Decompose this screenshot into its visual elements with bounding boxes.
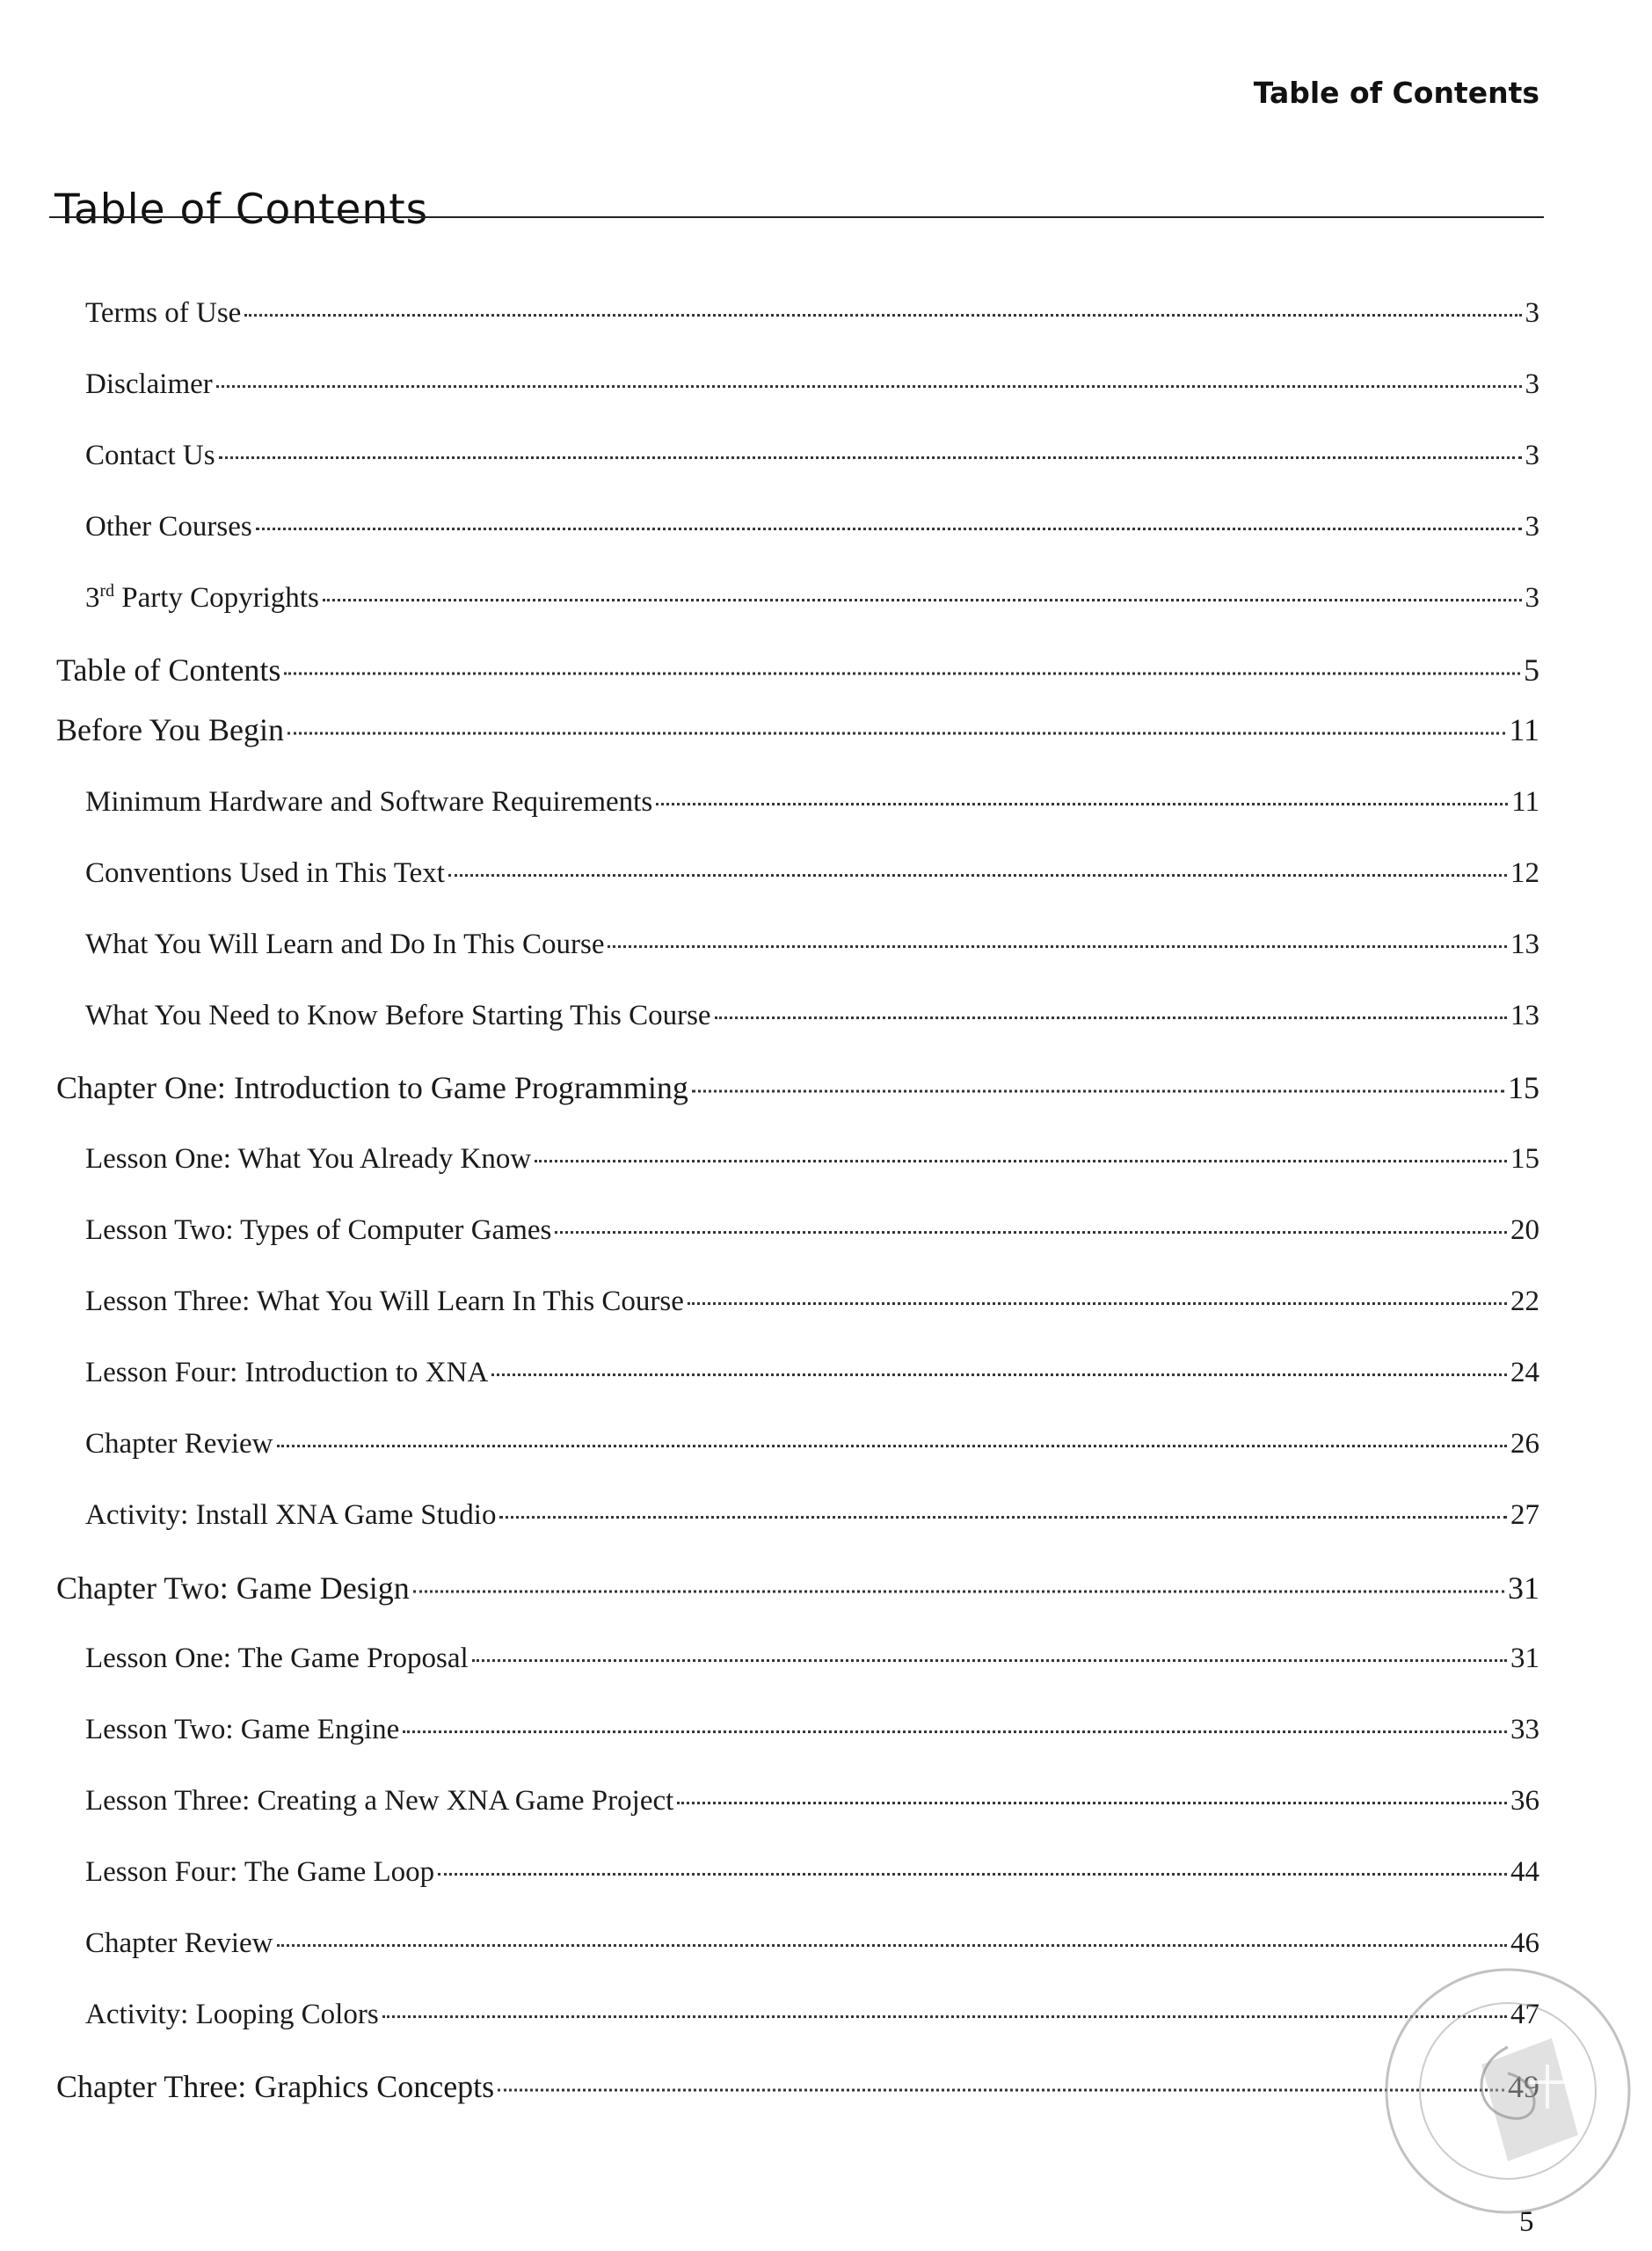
toc-entry-label: 3rd Party Copyrights: [85, 581, 319, 614]
toc-entry: [56, 706, 1539, 748]
toc-entry: [85, 993, 1539, 1032]
dot-leader: [382, 1986, 1507, 2018]
toc-entry: [85, 1492, 1539, 1532]
dot-leader: [448, 845, 1507, 877]
toc-entry-label: Lesson One: The Game Proposal: [85, 1643, 469, 1674]
dot-leader: [491, 1344, 1507, 1376]
toc-entry-label: Chapter One: Introduction to Game Programming: [56, 1070, 688, 1105]
toc-entry: [85, 1278, 1539, 1318]
toc-entry-page: 24: [1510, 1357, 1539, 1388]
dot-leader: [688, 1273, 1507, 1305]
toc-entry-label: Lesson Four: The Game Loop: [85, 1856, 435, 1888]
toc-entry: [85, 433, 1539, 472]
toc-entry: [85, 1421, 1539, 1461]
dot-leader: [219, 427, 1522, 459]
toc-entry-label: Lesson Three: What You Will Learn In This Course: [85, 1286, 684, 1317]
dot-leader: [498, 2058, 1504, 2092]
toc-entry: [56, 646, 1539, 688]
toc-entry-label: Lesson Two: Types of Computer Games: [85, 1214, 552, 1246]
toc-entry-label: Lesson Four: Introduction to XNA: [85, 1357, 489, 1388]
toc-entry: [85, 1992, 1539, 2031]
toc-entry-page: 5: [1524, 652, 1539, 688]
toc-entry-label: Other Courses: [85, 511, 252, 543]
dot-leader: [677, 1773, 1507, 1804]
running-header: Table of Contents: [1253, 76, 1539, 110]
dot-leader: [216, 356, 1522, 388]
toc-entry: [85, 575, 1539, 615]
toc-entry: [85, 1778, 1539, 1818]
bookstore-watermark-stamp: [1376, 1959, 1640, 2223]
toc-entry-page: 11: [1511, 786, 1539, 818]
dot-leader: [438, 1844, 1507, 1876]
toc-entry: [85, 850, 1539, 890]
toc-entry-page: 26: [1510, 1428, 1539, 1460]
toc-entry-page: 36: [1510, 1785, 1539, 1817]
toc-entry: [56, 2063, 1539, 2105]
toc-entry-label: Minimum Hardware and Software Requirements: [85, 786, 653, 818]
toc-entry-label: Activity: Install XNA Game Studio: [85, 1499, 497, 1531]
dot-leader: [277, 1416, 1507, 1447]
toc-entry-page: 46: [1510, 1927, 1539, 1959]
toc-entry-label: Chapter Review: [85, 1927, 273, 1959]
toc-entry-label: Disclaimer: [85, 368, 213, 400]
toc-entry: [85, 290, 1539, 330]
toc-entry-label: Terms of Use: [85, 297, 242, 329]
toc-entry-page: 44: [1510, 1856, 1539, 1888]
toc-entry-page: 31: [1510, 1643, 1539, 1674]
toc-entry-label: Before You Begin: [56, 712, 284, 747]
toc-entry: [85, 361, 1539, 401]
dot-leader: [535, 1131, 1507, 1162]
dot-leader: [277, 1915, 1507, 1947]
toc-entry: [85, 1350, 1539, 1389]
toc-entry-label: Chapter Three: Graphics Concepts: [56, 2069, 495, 2104]
dot-leader: [403, 1701, 1507, 1733]
dot-leader: [287, 701, 1505, 735]
dot-leader: [323, 570, 1522, 601]
dot-leader: [472, 1630, 1507, 1662]
toc-entry-label: What You Need to Know Before Starting This Course: [85, 1000, 711, 1031]
toc-entry-page: 13: [1510, 1000, 1539, 1031]
dot-leader: [608, 916, 1507, 948]
toc-entry: [85, 1849, 1539, 1889]
toc-entry: [85, 1207, 1539, 1247]
toc-entry-page: 33: [1510, 1714, 1539, 1745]
toc-entry: [85, 922, 1539, 961]
toc-entry-label: Contact Us: [85, 440, 215, 471]
toc-entry-label: Activity: Looping Colors: [85, 1999, 379, 2030]
toc-entry: [85, 1635, 1539, 1675]
toc-entry-page: 3: [1525, 582, 1539, 614]
dot-leader: [256, 499, 1522, 530]
toc-entry-page: 15: [1508, 1070, 1539, 1105]
toc-entry-page: 3: [1525, 511, 1539, 543]
dot-leader: [656, 774, 1508, 805]
page-title: Table of Contents: [55, 186, 429, 235]
dot-leader: [692, 1059, 1504, 1093]
page-number: 5: [1519, 2206, 1534, 2238]
toc-entry-label: Chapter Two: Game Design: [56, 1570, 410, 1606]
toc-entry-page: 11: [1509, 712, 1539, 747]
toc-entry-page: 20: [1510, 1214, 1539, 1246]
toc-entry-page: 12: [1510, 857, 1539, 889]
toc-entry-page: 49: [1508, 2069, 1539, 2104]
dot-leader: [715, 987, 1507, 1019]
dot-leader: [499, 1487, 1507, 1519]
dot-leader: [284, 641, 1520, 675]
toc-entry-page: 13: [1510, 929, 1539, 960]
toc-entry-page: 47: [1510, 1999, 1539, 2030]
dot-leader: [413, 1559, 1504, 1593]
toc-entry: [56, 1064, 1539, 1106]
dot-leader: [244, 285, 1521, 317]
toc-entry-label: Table of Contents: [56, 652, 281, 688]
toc-entry-label: Lesson Three: Creating a New XNA Game Project: [85, 1785, 674, 1817]
toc-entry-label: Conventions Used in This Text: [85, 857, 445, 889]
toc-entry-page: 31: [1508, 1570, 1539, 1606]
toc-entry-label: Lesson Two: Game Engine: [85, 1714, 400, 1745]
toc-entry: [85, 779, 1539, 819]
dot-leader: [555, 1202, 1507, 1234]
toc-entry-label: What You Will Learn and Do In This Course: [85, 929, 605, 960]
toc-entry: [85, 504, 1539, 543]
toc-entry-label: Lesson One: What You Already Know: [85, 1143, 532, 1175]
toc-entry: [56, 1564, 1539, 1606]
toc-entry-page: 3: [1525, 440, 1539, 471]
toc-entry-label: Chapter Review: [85, 1428, 273, 1460]
toc-entry-page: 15: [1510, 1143, 1539, 1175]
toc-entry-page: 3: [1525, 297, 1539, 329]
toc-entry-page: 3: [1525, 368, 1539, 400]
toc-entry-page: 22: [1510, 1286, 1539, 1317]
toc-entry: [85, 1920, 1539, 1960]
toc-entry: [85, 1707, 1539, 1746]
toc-entry: [85, 1136, 1539, 1176]
toc-entry-page: 27: [1510, 1499, 1539, 1531]
